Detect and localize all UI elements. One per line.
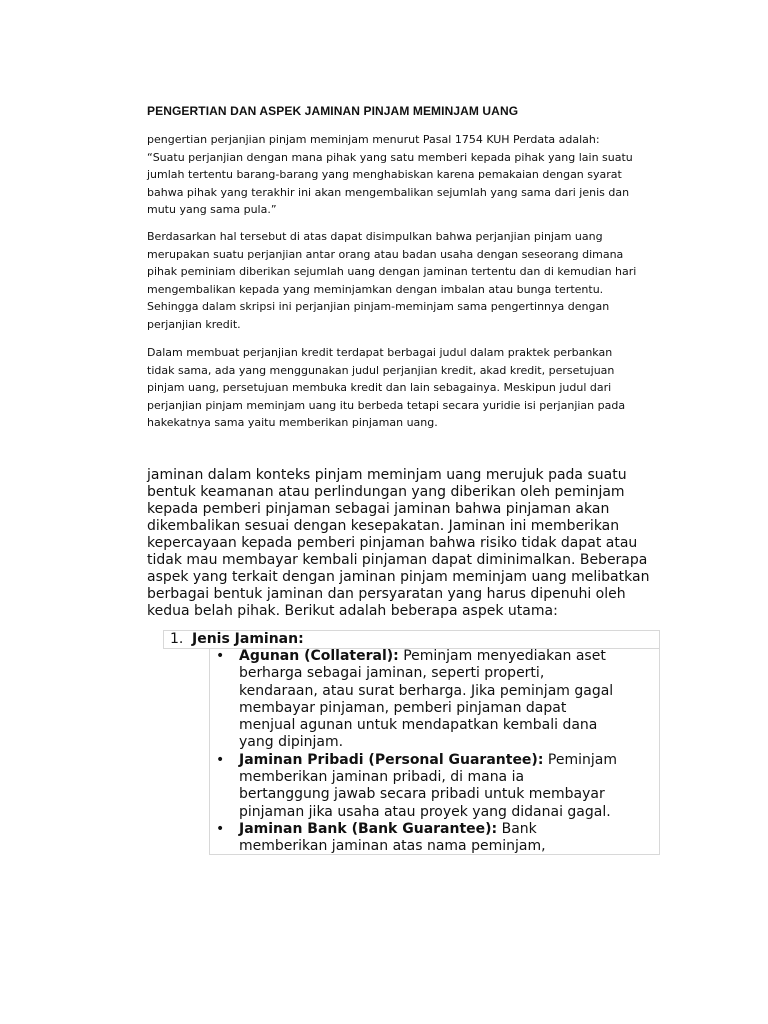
text-line: pinjam uang, persetujuan membuka kredit dan lain sebagainya. Meskipun judul dari	[147, 381, 612, 395]
text-line: berbagai bentuk jaminan dan persyaratan yang harus dipenuhi oleh	[147, 586, 626, 602]
item-text: berharga sebagai jaminan, seperti properti,	[239, 665, 545, 682]
text-line: kepercayaan kepada pemberi pinjaman bahwa risiko tidak dapat atau	[147, 535, 638, 551]
paragraph-conclusion	[147, 228, 667, 334]
text-line: “Suatu perjanjian dengan mana pihak yang satu memberi kepada pihak yang lain suatu	[147, 150, 633, 164]
text-line: hakekatnya sama yaitu memberikan pinjaman uang.	[147, 416, 438, 430]
item-term: Jaminan Pribadi (Personal Guarantee):	[239, 751, 544, 768]
item-text: memberikan jaminan atas nama peminjam,	[239, 838, 546, 855]
item-text: pinjaman jika usaha atau proyek yang didanai gagal.	[239, 803, 611, 820]
item-term: Agunan (Collateral):	[239, 648, 399, 664]
document-title: PENGERTIAN DAN ASPEK JAMINAN PINJAM MEMINJAM UANG	[147, 104, 519, 118]
list-number: 1.	[170, 631, 184, 647]
text-line: tidak sama, ada yang menggunakan judul perjanjian kredit, akad kredit, persetujuan	[147, 363, 615, 377]
paragraph-definition	[147, 131, 667, 219]
item-text: bertanggung jawab secara pribadi untuk membayar	[239, 786, 605, 803]
text-line: Berdasarkan hal tersebut di atas dapat disimpulkan bahwa perjanjian pinjam uang	[147, 230, 603, 243]
item-text: membayar pinjaman, pemberi pinjaman dapat	[239, 699, 567, 716]
item-text: yang dipinjam.	[239, 734, 344, 751]
text-line: kedua belah pihak. Berikut adalah beberapa aspek utama:	[147, 603, 558, 619]
list-item-personal-guarantee	[210, 752, 659, 821]
text-line: mengembalikan kepada yang meminjamkan dengan imbalan atau bunga tertentu.	[147, 282, 604, 296]
list-heading-row	[163, 630, 660, 649]
bullet-icon: •	[216, 648, 225, 664]
item-text: Bank	[497, 820, 537, 837]
text-line: pengertian perjanjian pinjam meminjam menurut Pasal 1754 KUH Perdata adalah:	[147, 133, 600, 146]
item-text: menjual agunan untuk mendapatkan kembali dana	[239, 717, 598, 734]
text-line: merupakan suatu perjanjian antar orang atau badan usaha dengan seseorang dimana	[147, 247, 624, 261]
text-line: dikembalikan sesuai dengan kesepakatan. Jaminan ini memberikan	[147, 518, 620, 534]
paragraph-credit-agreement	[147, 344, 667, 432]
text-line: kepada pemberi pinjaman sebagai jaminan bahwa pinjaman akan	[147, 501, 610, 517]
text-line: bahwa pihak yang terakhir ini akan mengembalikan sejumlah yang sama dari jenis dan	[147, 185, 630, 199]
text-line: jumlah tertentu barang-barang yang menghabiskan karena pemakaian dengan syarat	[147, 168, 622, 182]
text-line: Dalam membuat perjanjian kredit terdapat berbagai judul dalam praktek perbankan	[147, 346, 613, 359]
text-line: jaminan dalam konteks pinjam meminjam uang merujuk pada suatu	[147, 467, 627, 483]
text-line: bentuk keamanan atau perlindungan yang diberikan oleh peminjam	[147, 484, 625, 500]
item-text: kendaraan, atau surat berharga. Jika peminjam gagal	[239, 682, 614, 699]
item-term: Jaminan Bank (Bank Guarantee):	[239, 820, 498, 837]
list-heading: Jenis Jaminan:	[192, 631, 304, 647]
bullet-list	[209, 648, 660, 855]
bullet-icon: •	[216, 820, 225, 837]
item-text: Peminjam	[543, 751, 617, 768]
text-line: tidak mau membayar kembali pinjaman dapat diminimalkan. Beberapa	[147, 552, 648, 568]
item-text: Peminjam menyediakan aset	[398, 648, 606, 664]
bullet-icon: •	[216, 751, 225, 768]
text-line: perjanjian pinjam meminjam uang itu berbeda tetapi secara yuridie isi perjanjian pada	[147, 398, 626, 412]
text-line: aspek yang terkait dengan jaminan pinjam meminjam uang melibatkan	[147, 569, 650, 585]
text-line: Sehingga dalam skripsi ini perjanjian pinjam-meminjam sama pengertinnya dengan	[147, 300, 610, 314]
item-text: memberikan jaminan pribadi, di mana ia	[239, 769, 525, 786]
list-item-bank-guarantee	[210, 821, 659, 855]
text-line: pihak peminiam diberikan sejumlah uang dengan jaminan tertentu dan di kemudian hari	[147, 265, 637, 279]
text-line: mutu yang sama pula.”	[147, 203, 277, 217]
text-line: perjanjian kredit.	[147, 317, 241, 331]
paragraph-guarantee	[147, 467, 667, 620]
list-item-collateral	[210, 648, 659, 752]
